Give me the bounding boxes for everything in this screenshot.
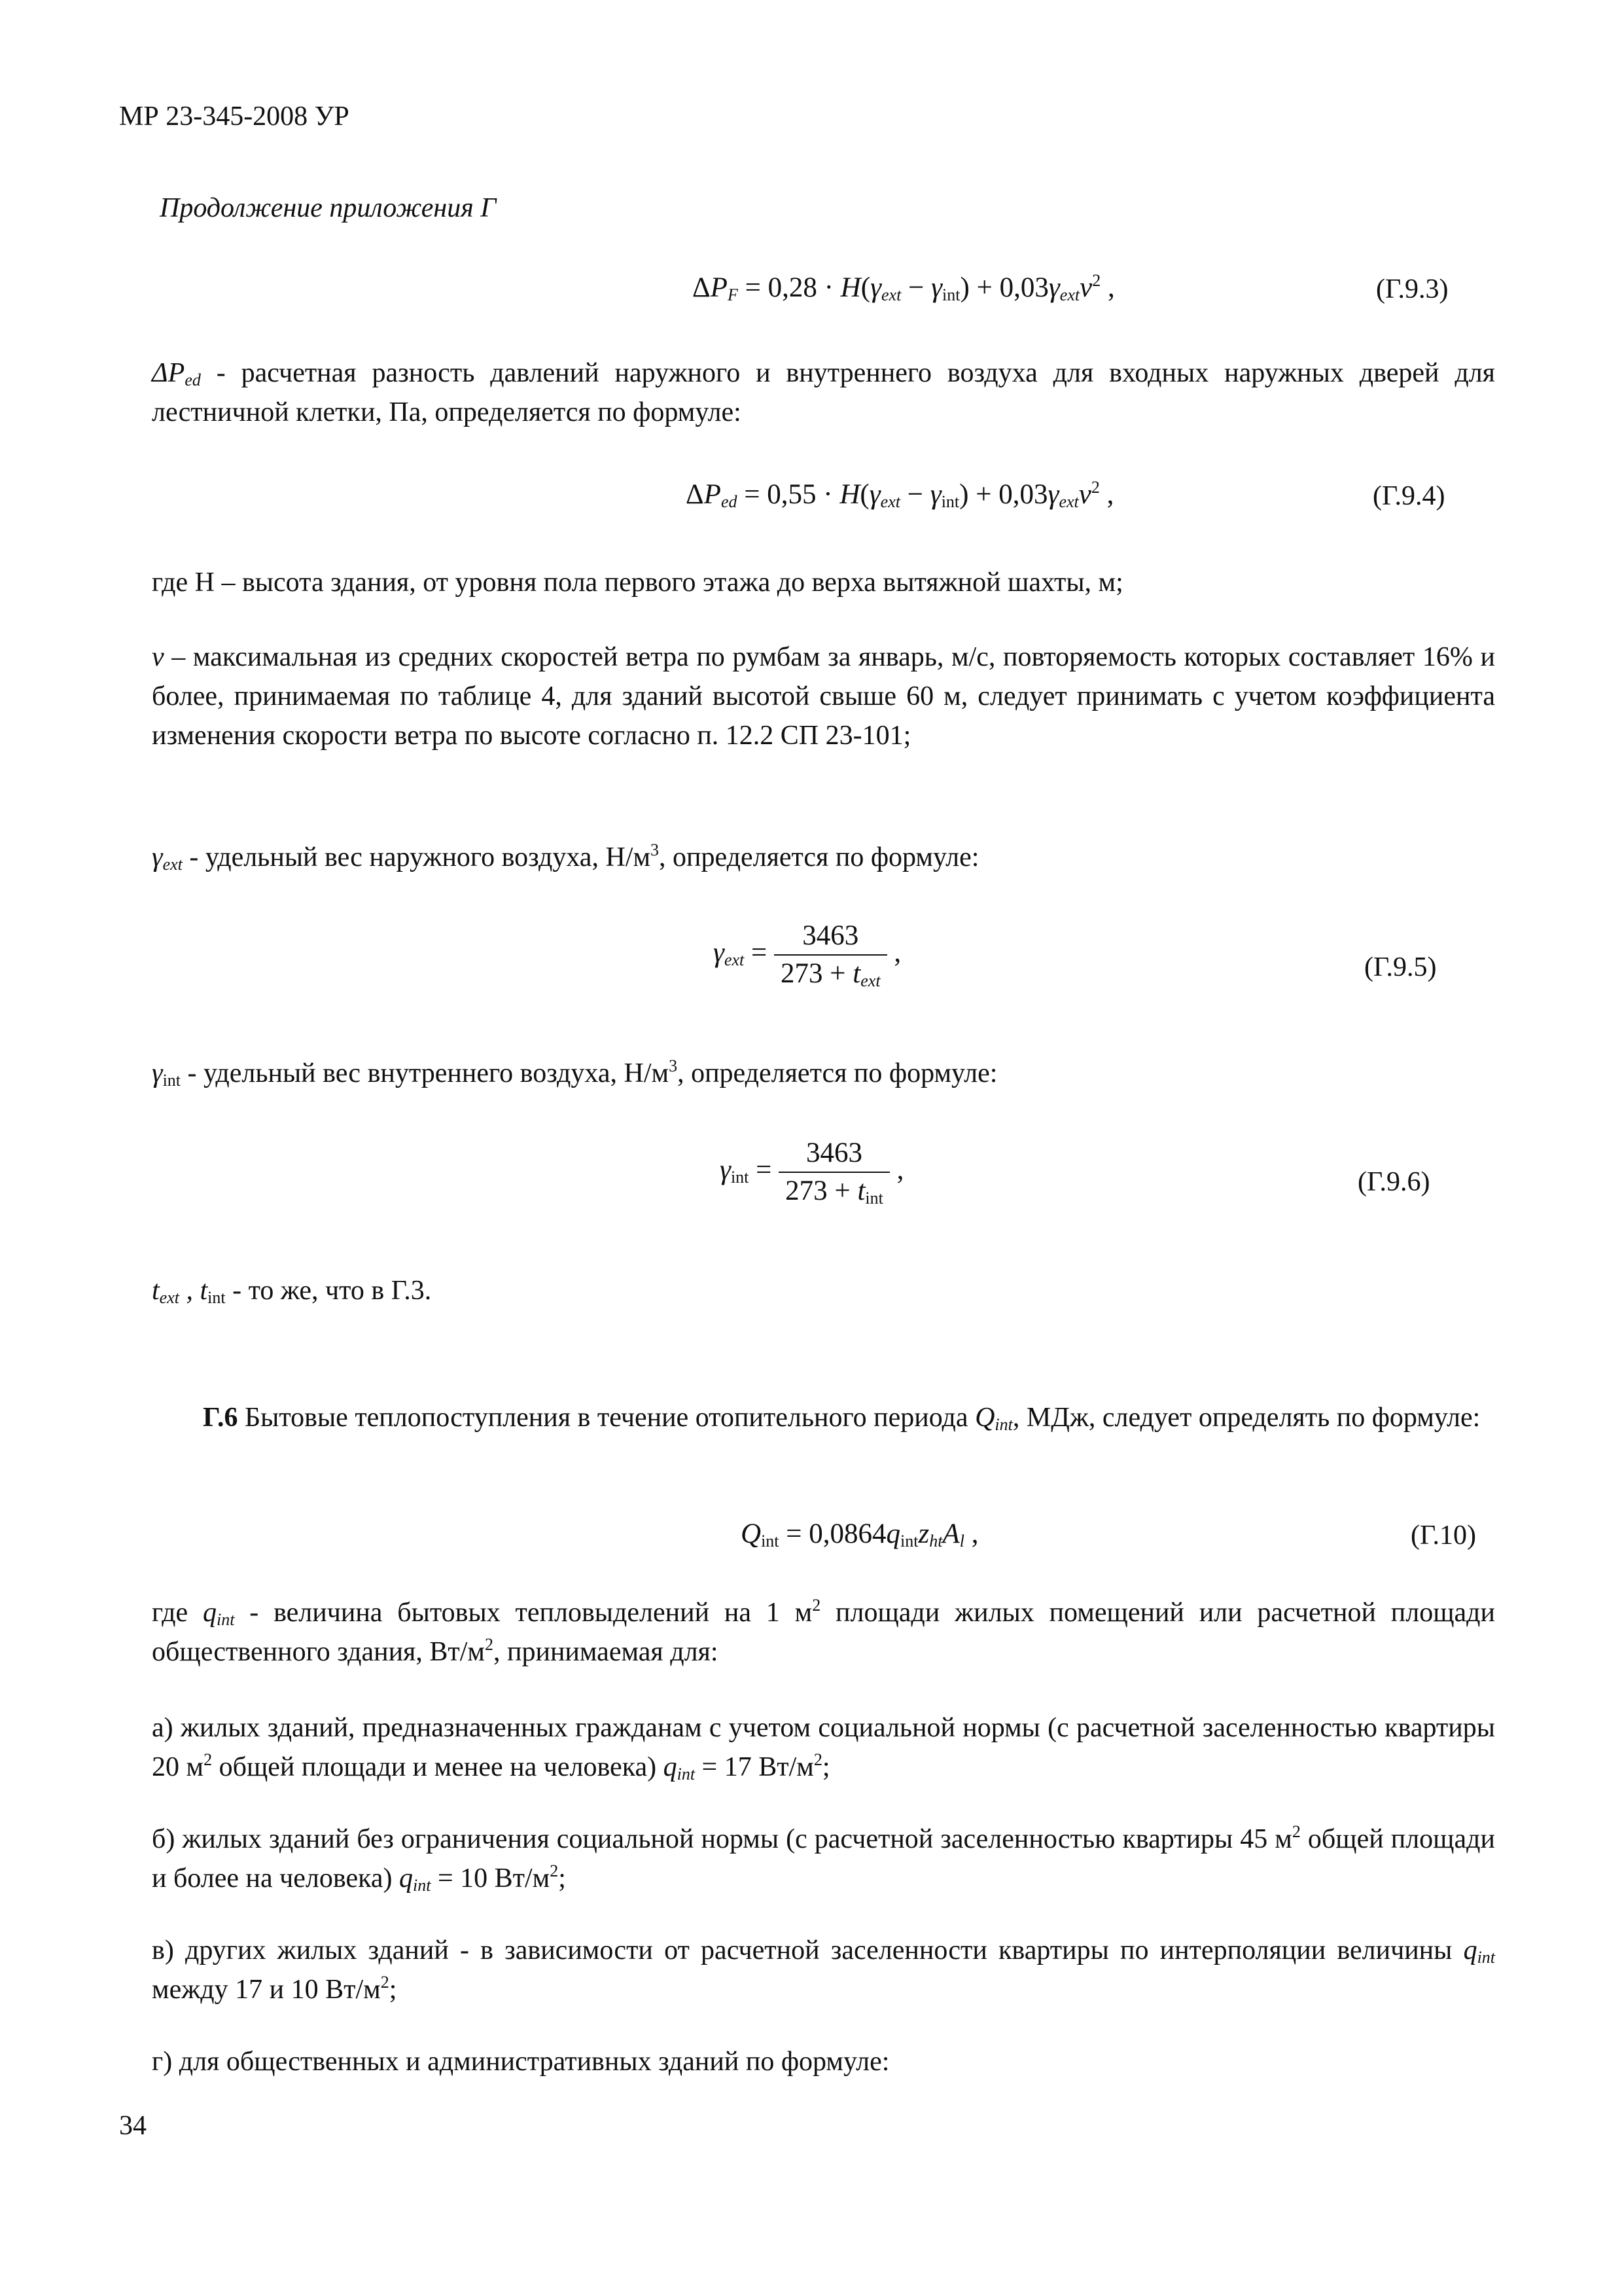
document-code-header: МР 23-345-2008 УР	[119, 101, 349, 132]
paragraph-q-int-definition: где $q_{int}$ - величина бытовых тепловыделений на 1 $м^2$ площади жилых помещений или расчетной площади общественного здания, $Вт/м^2$, принимаемая для:	[152, 1596, 1496, 1667]
formula-number-g9-3: (Г.9.3)	[1376, 274, 1449, 304]
annex-continuation-label: Продолжение приложения Г	[160, 193, 497, 223]
formula-g9-4: $\Delta P_{ed} = 0,55 \cdot H(\gamma_{ext} - \gamma_{int}) + 0,03\gamma_{ext}\nu^2$ ,	[686, 478, 1114, 511]
t-symbols: $t_{ext}$ , $t_{int}$	[152, 1276, 226, 1307]
paragraph-g6: Г.6 Бытовые теплопоступления в течение отопительного периода $Q_{int}$, МДж, следует определять по формуле:	[203, 1403, 1481, 1434]
formula-g9-6-fraction: $\frac{3463}{273 + t_{int}}$	[779, 1135, 890, 1210]
gamma-int-symbol: $\gamma_{int}$	[152, 1058, 181, 1090]
formula-number-g9-6: (Г.9.6)	[1358, 1167, 1430, 1197]
formula-g9-4-coef2: 0,03	[998, 479, 1048, 510]
list-item-c: в) других жилых зданий - в зависимости от расчетной заселенности квартиры по интерполяции величины $q_{int}$ между 17 и 10 $Вт/м^2$;	[152, 1935, 1496, 2005]
formula-g9-6: $\gamma_{int}$ = $\frac{3463}{273 + t_{int}}$ ,	[720, 1135, 904, 1210]
formula-number-g10: (Г.10)	[1411, 1520, 1477, 1551]
section-label-g6: Г.6	[203, 1403, 238, 1433]
paragraph-v-definition: ν – максимальная из средних скоростей ветра по румбам за январь, м/с, повторяемость которых составляет 16% и более, принимаемая по таблице 4, для зданий высотой свыше 60 м, следует принимать с учетом коэффициента изменения скорости ветра по высоте согласно п. 12.2 СП 23-101;	[152, 642, 1495, 751]
paragraph-h-definition: где H – высота здания, от уровня пола первого этажа до верха вытяжной шахты, м;	[152, 567, 1123, 598]
formula-g9-5: $\gamma_{ext}$ = $\frac{3463}{273 + t_{ext}}$ ,	[713, 918, 901, 992]
formula-g9-5-fraction: $\frac{3463}{273 + t_{ext}}$	[774, 918, 887, 992]
paragraph-t-definition: $t_{ext}$ , $t_{int}$ - то же, что в Г.3.	[152, 1276, 432, 1307]
formula-number-g9-5: (Г.9.5)	[1364, 952, 1437, 982]
formula-g10-coef: 0,0864	[809, 1518, 887, 1549]
formula-g9-3: $\Delta P_F = 0,28 \cdot H(\gamma_{ext} - \gamma_{int}) + 0,03\gamma_{ext}\nu^2$ ,	[692, 271, 1115, 304]
list-item-a: а) жилых зданий, предназначенных гражданам с учетом социальной нормы (с расчетной заселенностью квартиры 20 $м^2$ общей площади и менее на человека) $q_{int} = 17$ $Вт/м^2$;	[152, 1713, 1495, 1784]
dped-symbol: $\Delta P_{ed}$	[152, 358, 201, 389]
gamma-ext-symbol: $\gamma_{ext}$	[152, 842, 183, 874]
formula-g9-3-coef1: 0,28	[767, 272, 817, 303]
list-item-b: б) жилых зданий без ограничения социальной нормы (с расчетной заселенностью квартиры 45 $м^2$ общей площади и более на человека) $q_{int} = 10$ $Вт/м^2$;	[152, 1822, 1495, 1895]
formula-number-g9-4: (Г.9.4)	[1373, 481, 1445, 511]
paragraph-dped-definition: $\Delta P_{ed}$ - расчетная разность давлений наружного и внутреннего воздуха для входных наружных дверей для лестничной клетки, Па, определяется по формуле:	[152, 358, 1495, 427]
formula-g9-3-coef2: 0,03	[999, 272, 1049, 303]
formula-g10: $Q_{int} = 0,0864q_{int}z_{ht}A_l$ ,	[741, 1518, 979, 1551]
v-symbol: ν	[152, 642, 164, 672]
paragraph-gamma-ext-definition: $\gamma_{ext}$ - удельный вес наружного воздуха, $Н/м^3$, определяется по формуле:	[152, 840, 979, 874]
formula-g9-4-coef1: 0,55	[767, 479, 817, 510]
list-item-d: г) для общественных и административных зданий по формуле:	[152, 2047, 890, 2077]
q-int-symbol: $Q_{int}$	[975, 1403, 1013, 1434]
paragraph-gamma-int-definition: $\gamma_{int}$ - удельный вес внутреннего воздуха, $Н/м^3$, определяется по формуле:	[152, 1056, 998, 1090]
page-number: 34	[119, 2111, 147, 2141]
